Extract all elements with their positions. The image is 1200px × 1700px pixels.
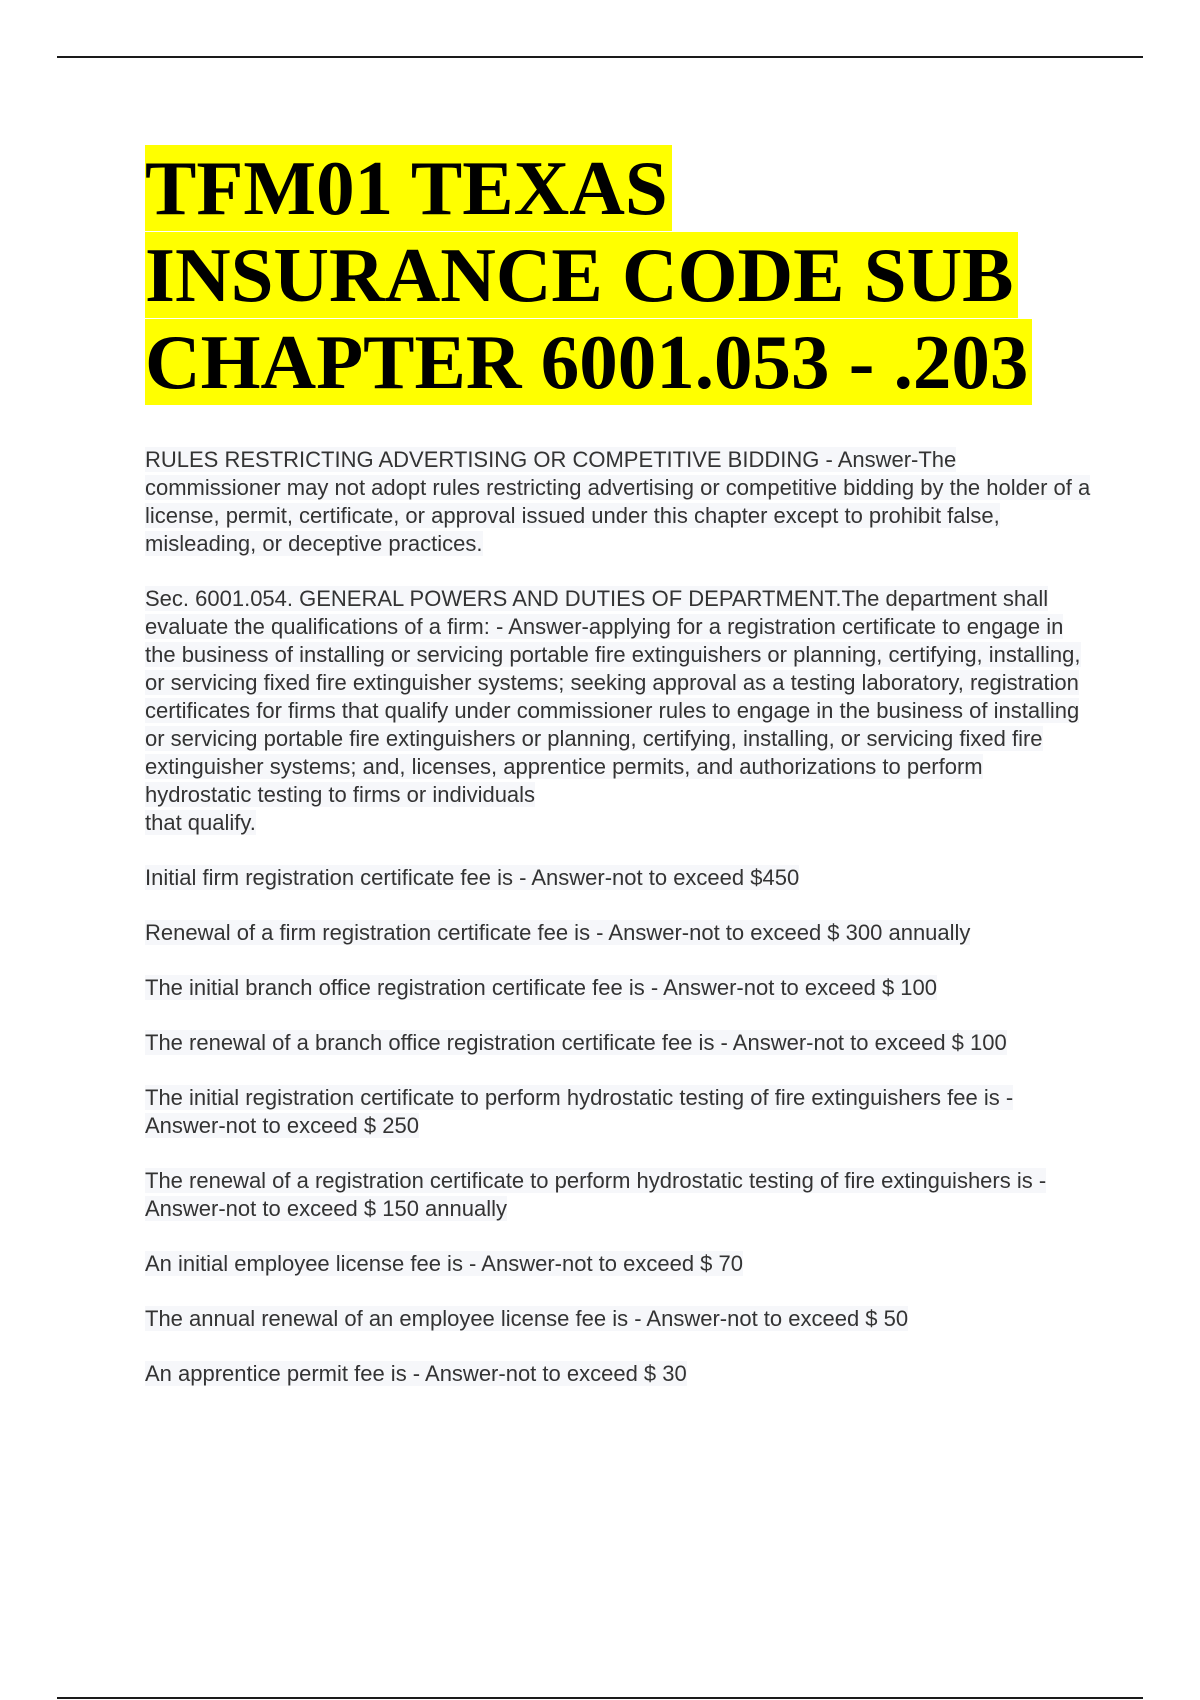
qa-item — [145, 1029, 1095, 1057]
qa-item — [145, 1360, 1095, 1388]
qa-item — [145, 585, 1095, 837]
top-rule — [57, 56, 1143, 58]
qa-item — [145, 446, 1095, 558]
qa-item-text: RULES RESTRICTING ADVERTISING OR COMPETITIVE BIDDING - Answer-The commissioner may not adopt rules restricting advertising or competitive bidding by the holder of a license, permit, certificate, or approval issued under this chapter except to prohibit false, misleading, or deceptive practices. — [145, 447, 1091, 556]
qa-item-text: The renewal of a registration certificate to perform hydrostatic testing of fire extinguishers is - Answer-not to exceed $ 150 annually — [145, 1168, 1047, 1221]
bottom-rule — [57, 1697, 1143, 1699]
qa-item-text: The initial branch office registration certificate fee is - Answer-not to exceed $ 100 — [145, 975, 938, 1000]
qa-list — [145, 446, 1095, 1388]
qa-item-text: Sec. 6001.054. GENERAL POWERS AND DUTIES OF DEPARTMENT.The department shall evaluate the qualifications of a firm: - Answer-applying for a registration certificate to engage in the business of installing or servicing portable fire extinguishers or planning, certifying, installing, or servicing fixed fire extinguisher systems; seeking approval as a testing laboratory, registration certificates for firms that qualify under commissioner rules to engage in the business of installing or servicing portable fire extinguishers or planning, certifying, installing, or servicing fixed fire extinguisher systems; and, licenses, apprentice permits, and authorizations to perform hydrostatic testing to firms or individuals that qualify. — [145, 586, 1081, 835]
qa-item — [145, 974, 1095, 1002]
document-body — [145, 145, 1095, 1415]
qa-item — [145, 864, 1095, 892]
qa-item-text: Initial firm registration certificate fee is - Answer-not to exceed $450 — [145, 865, 800, 890]
qa-item-text: The annual renewal of an employee license fee is - Answer-not to exceed $ 50 — [145, 1306, 909, 1331]
qa-item — [145, 919, 1095, 947]
title-highlight: TFM01 TEXAS INSURANCE CODE SUB CHAPTER 6001.053 - .203 — [145, 145, 1032, 405]
qa-item — [145, 1250, 1095, 1278]
qa-item — [145, 1084, 1095, 1140]
qa-item-text: An initial employee license fee is - Answer-not to exceed $ 70 — [145, 1251, 743, 1276]
qa-item — [145, 1305, 1095, 1333]
qa-item-text: Renewal of a firm registration certificate fee is - Answer-not to exceed $ 300 annually — [145, 920, 971, 945]
qa-item-text: The renewal of a branch office registration certificate fee is - Answer-not to exceed $ 100 — [145, 1030, 1007, 1055]
qa-item-text: The initial registration certificate to perform hydrostatic testing of fire extinguishers fee is - Answer-not to exceed $ 250 — [145, 1085, 1014, 1138]
document-title — [145, 145, 1095, 406]
qa-item — [145, 1167, 1095, 1223]
qa-item-text: An apprentice permit fee is - Answer-not to exceed $ 30 — [145, 1361, 687, 1386]
